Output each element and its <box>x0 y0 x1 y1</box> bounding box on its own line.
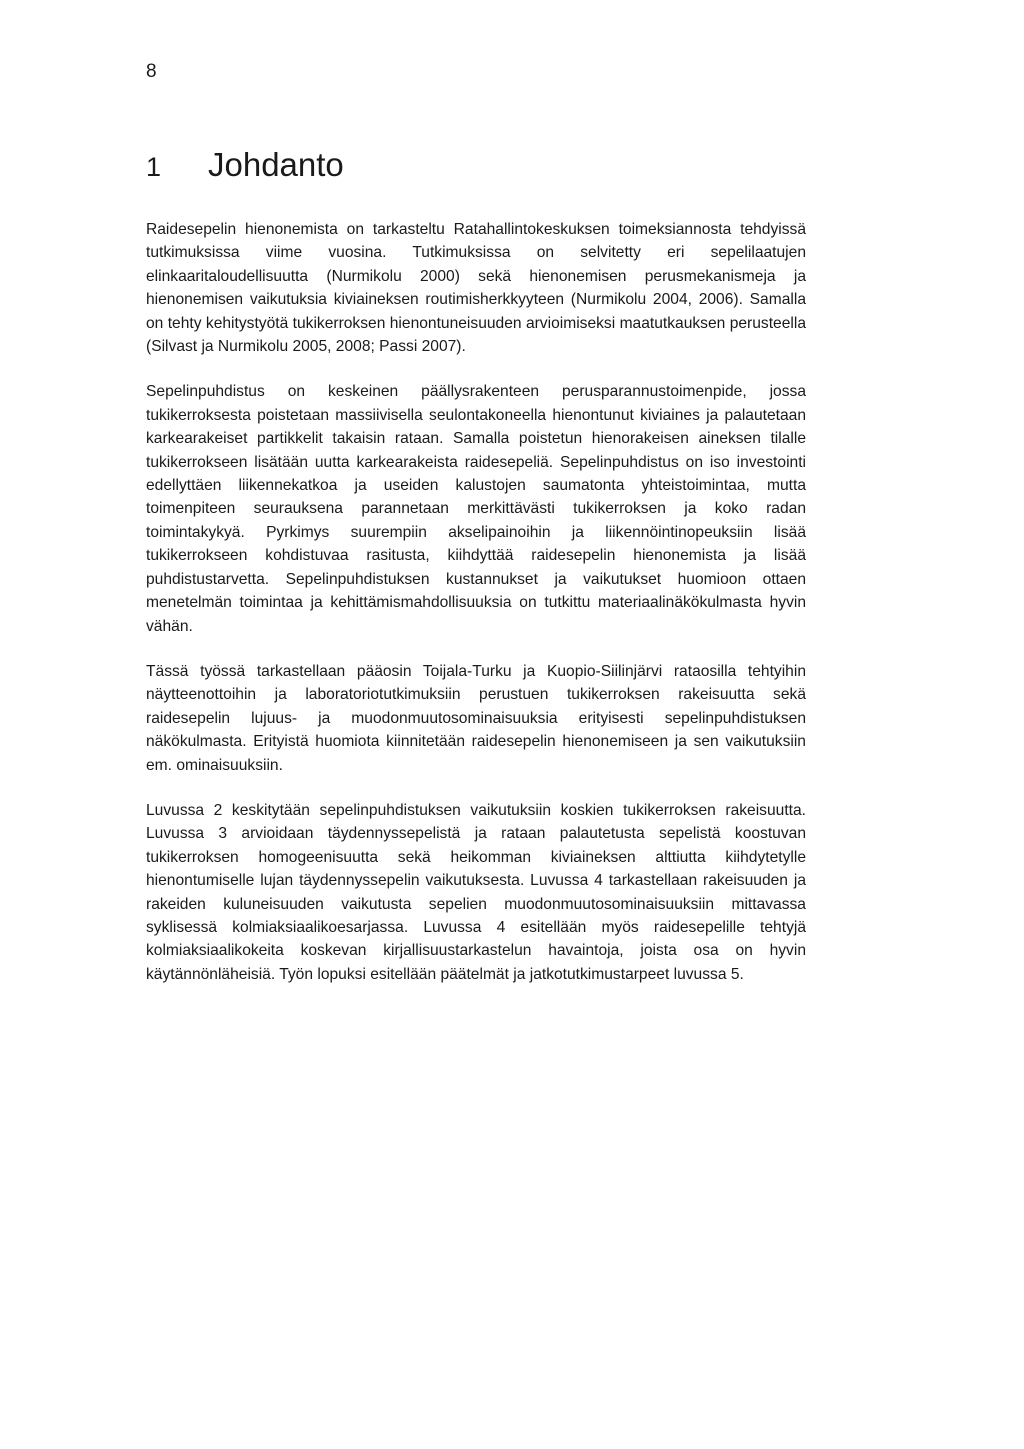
page-number: 8 <box>146 61 157 82</box>
paragraph-ballast-cleaning: Sepelinpuhdistus on keskeinen päällysrakenteen perusparannustoimenpide, jossa tukikerroksesta poistetaan massiivisella seulontakoneella hienontunut kiviaines ja palautetaan karkearakeiset partikkelit takaisin rataan. Samalla poistetun hienorakeisen aineksen tilalle tukikerrokseen lisätään uutta karkearakeista raidesepeliä. Sepelinpuhdistus on iso investointi edellyttäen liikennekatkoa ja useiden kalustojen saumatonta yhteistoimintaa, mutta toimenpiteen seurauksena parannetaan merkittävästi tukikerroksen ja koko radan toimintakykyä. Pyrkimys suurempiin akselipainoihin ja liikennöintinopeuksiin lisää tukikerrokseen kohdistuvaa rasitusta, kiihdyttää raidesepelin hienonemista ja lisää puhdistustarvetta. Sepelinpuhdistuksen kustannukset ja vaikutukset huomioon ottaen menetelmän toimintaa ja kehittämismahdollisuuksia on tutkittu materiaalinäkökulmasta hyvin vähän. <box>146 383 806 635</box>
chapter-title: Johdanto <box>208 146 344 183</box>
chapter-number: 1 <box>146 152 162 182</box>
paragraph-scope: Tässä työssä tarkastellaan pääosin Toijala-Turku ja Kuopio-Siilinjärvi rataosilla tehtyihin näytteenottoihin ja laboratoriotutkimuksiin perustuen tukikerroksen rakeisuutta sekä raidesepelin lujuus- ja muodonmuutosominaisuuksia erityisesti sepelinpuhdistuksen näkökulmasta. Erityistä huomiota kiinnitetään raidesepelin hienonemiseen ja sen vaikutuksiin em. ominaisuuksiin. <box>146 662 806 774</box>
paragraph-structure: Luvussa 2 keskitytään sepelinpuhdistuksen vaikutuksiin koskien tukikerroksen rakeisuutta. Luvussa 3 arvioidaan täydennyssepelistä ja rataan palautetusta sepelistä koostuvan tukikerroksen homogeenisuutta sekä heikomman kiviaineksen alttiutta kiihdytetylle hienontumiselle lujan täydennyssepelin vaikutuksesta. Luvussa 4 tarkastellaan rakeisuuden ja rakeiden kuluneisuuden vaikutusta sepelien muodonmuutosominaisuuksiin mittavassa syklisessä kolmiaksiaalikoesarjassa. Luvussa 4 esitellään myös raidesepelille tehtyjä kolmiaksiaalikokeita koskevan kirjallisuustarkastelun havaintoja, joista osa on hyvin käytännönläheisiä. Työn lopuksi esitellään päätelmät ja jatkotutkimustarpeet luvussa 5. <box>146 801 806 983</box>
chapter-heading <box>146 145 344 187</box>
body-text <box>146 218 806 1008</box>
paragraph-background: Raidesepelin hienonemista on tarkasteltu Ratahallintokeskuksen toimeksiannosta tehdyissä tutkimuksissa viime vuosina. Tutkimuksissa on selvitetty eri sepelilaatujen elinkaaritaloudellisuutta (Nurmikolu 2000) sekä hienonemisen perusmekanismeja ja hienonemisen vaikutuksia kiviaineksen routimisherkkyyteen (Nurmikolu 2004, 2006). Samalla on tehty kehitystyötä tukikerroksen hienontuneisuuden arvioimiseksi maatutkauksen perusteella (Silvast ja Nurmikolu 2005, 2008; Passi 2007). <box>146 221 806 356</box>
